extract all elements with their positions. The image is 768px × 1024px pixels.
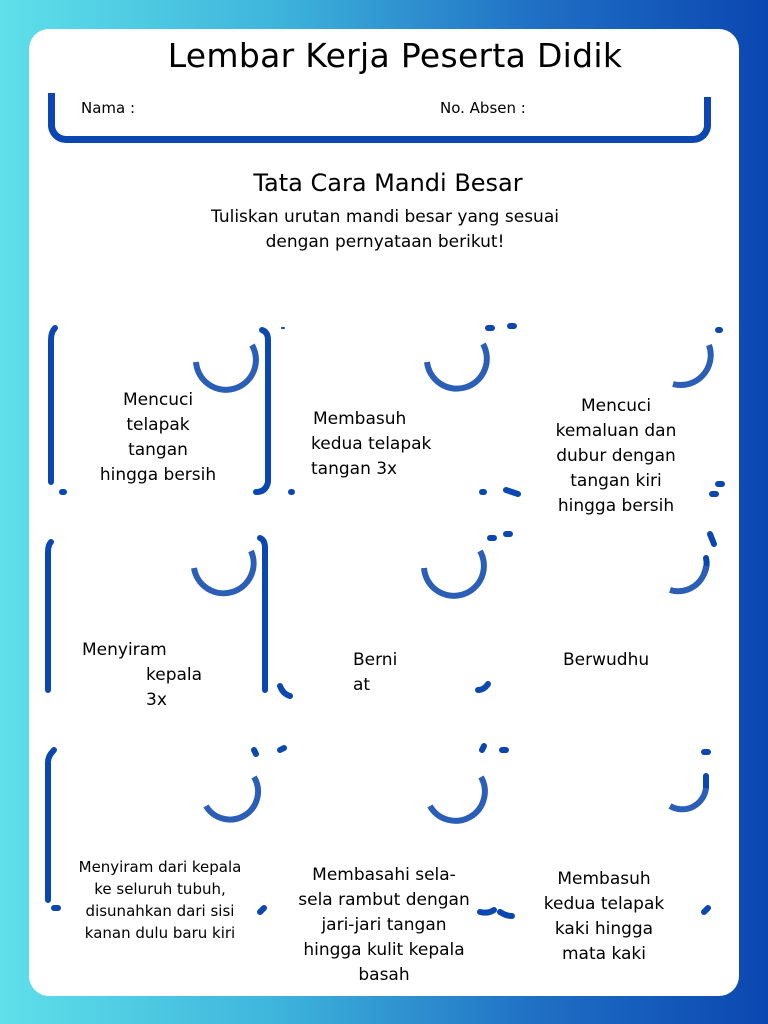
card-5-line: at	[353, 675, 371, 695]
card-9-line: kedua telapak	[543, 894, 665, 914]
card-6[interactable]	[563, 648, 649, 673]
card-5-line: Berni	[353, 650, 398, 670]
card-2-line: kedua telapak	[311, 434, 432, 454]
card-8-line: sela rambut dengan	[298, 890, 470, 910]
instruction-line-1: Tuliskan urutan mandi besar yang sesuai	[211, 207, 559, 227]
card-3-line: tangan kiri	[570, 471, 662, 491]
card-7-line: disunahkan dari sisi	[85, 902, 235, 920]
card-1-line: hingga bersih	[99, 465, 217, 485]
absen-label: No. Absen :	[440, 99, 526, 117]
card-4-line: Menyiram	[82, 640, 167, 660]
card-1-line: telapak	[126, 415, 190, 435]
nama-label: Nama :	[81, 99, 136, 117]
card-9-line: mata kaki	[562, 944, 646, 964]
card-4[interactable]	[82, 638, 202, 713]
card-4-line: 3x	[146, 690, 167, 710]
card-3-line: hingga bersih	[557, 496, 675, 516]
section-title: Tata Cara Mandi Besar	[253, 169, 523, 197]
card-7-line: Menyiram dari kepala	[78, 858, 242, 876]
card-2[interactable]	[303, 407, 431, 482]
card-1[interactable]	[82, 388, 234, 488]
card-2-line: Membasuh	[313, 409, 407, 429]
card-4-line: kepala	[146, 665, 203, 685]
card-9-line: kaki hingga	[554, 919, 654, 939]
student-id-box	[48, 93, 711, 143]
card-6-line: Berwudhu	[563, 650, 650, 670]
card-3-line: dubur dengan	[556, 446, 676, 466]
card-9[interactable]	[528, 867, 680, 967]
card-8-line: basah	[358, 965, 410, 985]
card-5[interactable]	[353, 648, 397, 698]
card-9-line: Membasuh	[557, 869, 651, 889]
card-3-line: kemaluan dan	[555, 421, 677, 441]
page-title: Lembar Kerja Peserta Didik	[167, 36, 623, 75]
card-8-line: jari-jari tangan	[321, 915, 447, 935]
card-8-line: hingga kulit kepala	[303, 940, 465, 960]
card-7-line: ke seluruh tubuh,	[94, 880, 226, 898]
card-7-line: kanan dulu baru kiri	[84, 924, 236, 942]
card-1-line: tangan	[128, 440, 188, 460]
card-8-line: Membasahi sela-	[312, 865, 456, 885]
card-2-line: tangan 3x	[311, 459, 398, 479]
instruction-line-2: dengan pernyataan berikut!	[265, 232, 505, 252]
card-7[interactable]	[62, 856, 258, 944]
instruction-text	[0, 205, 768, 255]
card-1-line: Mencuci	[122, 390, 194, 410]
card-3-line: Mencuci	[580, 396, 652, 416]
card-8[interactable]	[284, 863, 484, 988]
card-3[interactable]	[540, 394, 692, 519]
